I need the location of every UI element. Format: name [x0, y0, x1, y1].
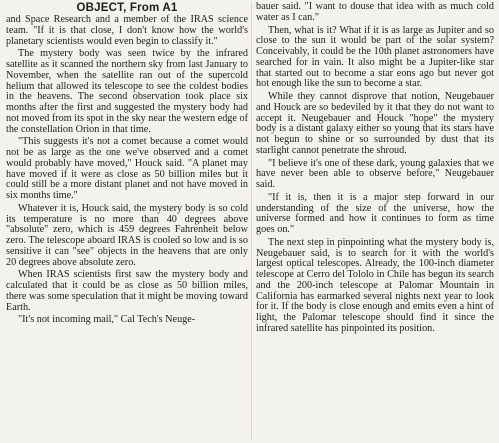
article-paragraph: "I believe it's one of these dark, young galaxies that we have never been able to observe before," Neugebauer said.	[256, 157, 494, 190]
column-divider	[251, 3, 252, 439]
article-paragraph: When IRAS scientists first saw the mystery body and calculated that it could be as close as 50 billion miles, there was some speculation that it might be moving toward Earth.	[6, 269, 248, 313]
article-paragraph: "This suggests it's not a comet because a comet would not be as large as the one we've observed and a comet would probably have moved," Houck said. "A planet may have moved if it were as close as 50 billion miles but it could still be a more distant planet and not have moved in six months time."	[6, 136, 248, 201]
article-paragraph: Then, what is it? What if it is as large as Jupiter and so close to the sun it would be part of the solar system? Conceivably, it could be the 10th planet astronomers have searched for in vain. It also might be a Jupiter-like star that started out to become a star eons ago but never got hot enough like the sun to become a star.	[256, 24, 494, 90]
article-paragraph: and Space Research and a member of the IRAS science team. "If it is that close, I don't know how the world's planetary scientists would even begin to classify it."	[6, 14, 248, 47]
article-paragraph: bauer said. "I want to douse that idea with as much cold water as I can."	[256, 1, 494, 23]
article-paragraph: "It's not incoming mail," Cal Tech's Neuge-	[18, 314, 196, 326]
article-paragraph: Whatever it is, Houck said, the mystery body is so cold its temperature is no more than 40 degrees above "absolute" zero, which is 459 degrees Fahrenheit below zero. The telescope aboard IRAS is cooled so low and is so sensitive it can "see" objects in the heavens that are only 20 degrees above absolute zero.	[6, 202, 248, 268]
article-paragraph: "If it is, then it is a major step forward in our understanding of the size of the universe, how the universe formed and how it continues to form as time goes on."	[256, 191, 494, 235]
article-column-right	[256, 2, 494, 337]
continued-from-header: OBJECT, From A1	[76, 2, 178, 14]
article-column-left	[6, 2, 248, 328]
article-paragraph: The mystery body was seen twice by the infrared satellite as it scanned the northern sky from last January to November, when the satellite ran out of the supercold helium that allowed its telescope to see the coldest bodies in the heavens. The second observation took place six months after the first and suggested the mystery body had not moved from its spot in the sky near the western edge of the constellation Orion in that time.	[6, 48, 248, 135]
article-paragraph: The next step in pinpointing what the mystery body is, Neugebauer said, is to search for it with the world's largest optical telescopes. Already, the 100-inch diameter telescope at Cerro del Tololo in Chile has begun its search and the 200-inch telescope at Palomar Mountain in California has earmarked several nights next year to look for it. If the body is close enough and emits even a hint of light, the Palomar telescope should find it since the infrared satellite has pinpointed its position.	[256, 236, 494, 334]
article-paragraph: While they cannot disprove that notion, Neugebauer and Houck are so bedeviled by it that they do not want to accept it. Neugebauer and Houck "hope" the mystery body is a distant galaxy either so young that its stars have not begun to shine or so surrounded by dust that its starlight cannot penetrate the shroud.	[256, 91, 494, 156]
